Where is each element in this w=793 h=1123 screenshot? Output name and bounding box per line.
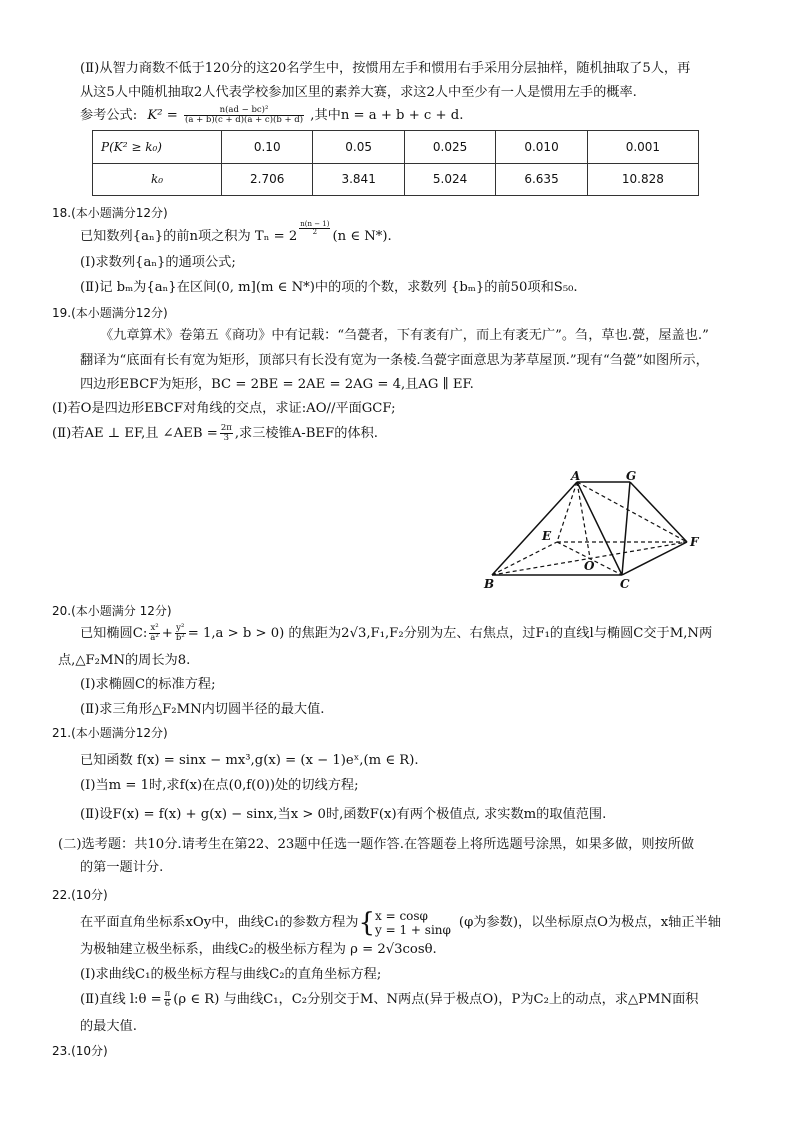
q22-param-system: [375, 909, 451, 937]
critical-value-table: [92, 130, 699, 196]
q22-line1-text: 在平面直角坐标系xOy中，曲线C₁的参数方程为: [80, 915, 359, 930]
q21-line2: (Ⅰ)当m = 1时,求f(x)在点(0,f(0))处的切线方程;: [80, 778, 359, 793]
table-cell: 6.635: [496, 163, 587, 196]
q21-heading: 21.(本小题满分12分): [52, 726, 168, 740]
table-cell: 0.10: [222, 131, 313, 164]
label-E: E: [542, 529, 552, 543]
edge-GC: [622, 482, 630, 575]
q20-x-fraction: [149, 624, 159, 643]
formula-label: 参考公式:: [80, 108, 138, 123]
q22-line2: 为极轴建立极坐标系，曲线C₂的极坐标方程为 ρ = 2√3cosθ.: [80, 942, 437, 957]
edge-AB: [492, 482, 577, 575]
q18-exp-den: 2: [312, 228, 318, 236]
q22-line4: [80, 990, 698, 1009]
label-F: F: [690, 535, 699, 549]
table-row: [93, 163, 699, 196]
q17-part2-line2: 从这5人中随机抽取2人代表学校参加区里的素养大赛，求这2人中至少有一人是惯用左手的概率.: [80, 85, 637, 100]
q22-theta-fraction: [164, 990, 172, 1009]
q20-x-num: x²: [150, 623, 159, 633]
q19-line5: [52, 424, 378, 443]
q20-line2: 点,△F₂MN的周长为8.: [58, 653, 191, 668]
formula-numerator: n(ad − bc)²: [184, 106, 304, 116]
formula-tail: ,其中n = a + b + c + d.: [310, 108, 464, 123]
q22-sys-x: x = cosφ: [375, 908, 428, 923]
label-C: C: [620, 577, 630, 591]
q18-line1-tail: (n ∈ N*).: [332, 229, 392, 244]
q21-line1: 已知函数 f(x) = sinx − mx³,g(x) = (x − 1)eˣ,(m ∈ R).: [80, 753, 419, 768]
edge-AF: [577, 482, 687, 542]
q20-plus: +: [161, 626, 173, 641]
q20-line3: (Ⅰ)求椭圆C的标准方程;: [80, 677, 216, 692]
q17-part2-line1: (Ⅱ)从智力商数不低于120分的这20名学生中，按惯用左手和惯用右手采用分层抽样，随机抽取了5人，再: [80, 61, 691, 76]
q22-line5: 的最大值.: [80, 1019, 137, 1034]
q18-line3: (Ⅱ)记 bₘ为{aₙ}在区间(0, m](m ∈ N*)中的项的个数，求数列 {bₘ}的前50项和S₅₀.: [80, 280, 578, 295]
q20-y-num: y²: [176, 623, 185, 633]
q22-line3: (Ⅰ)求曲线C₁的极坐标方程与曲线C₂的直角坐标方程;: [80, 967, 382, 982]
chumeng-geometry-figure: [482, 470, 712, 595]
table-cell: 10.828: [587, 163, 698, 196]
q23-heading: 23.(10分): [52, 1044, 108, 1058]
q20-y-fraction: [175, 624, 186, 643]
q22-line4-tail: (ρ ∈ R) 与曲线C₁，C₂分别交于M、N两点(异于极点O)，P为C₂上的动点，求△PMN面积: [173, 992, 699, 1007]
q19-heading: 19.(本小题满分12分): [52, 306, 168, 320]
q19-line1: 《九章算术》卷第五《商功》中有记载：“刍甍者，下有袤有广，而上有袤无广”。刍，草也.甍，屋盖也.”: [100, 328, 709, 343]
q18-line2: (Ⅰ)求数列{aₙ}的通项公式;: [80, 255, 236, 270]
table-row-header: P(K² ≥ k₀): [93, 131, 222, 164]
formula-fraction: [184, 106, 304, 125]
table-row: [93, 131, 699, 164]
q20-x-den: a²: [150, 633, 159, 643]
formula-denominator: (a + b)(c + d)(a + c)(b + d): [185, 115, 304, 125]
table-cell: 0.025: [404, 131, 495, 164]
q18-line1: [80, 220, 392, 246]
q22-line1: [80, 908, 721, 938]
q18-heading: 18.(本小题满分12分): [52, 206, 168, 220]
q19-line3: 四边形EBCF为矩形，BC = 2BE = 2AE = 2AG = 4,且AG ∥ EF.: [80, 377, 474, 392]
table-cell: 0.010: [496, 131, 587, 164]
q22-theta-num: π: [164, 989, 171, 999]
q18-line1-text: 已知数列{aₙ}的前n项之积为 Tₙ = 2: [80, 229, 298, 244]
label-O: O: [584, 559, 595, 573]
q19-line4: (Ⅰ)若O是四边形EBCF对角线的交点，求证:AO//平面GCF;: [52, 401, 396, 416]
label-G: G: [626, 470, 637, 483]
formula-lhs: K² =: [147, 108, 178, 123]
segment-AO: [577, 482, 590, 558]
optional-line2: 的第一题计分.: [80, 860, 164, 875]
q20-line1-text: 已知椭圆C:: [80, 626, 148, 641]
edge-AE: [557, 482, 577, 542]
optional-line1: (二)选考题：共10分.请考生在第22、23题中任选一题作答.在答题卷上将所选题号涂黑，如果多做，则按所做: [58, 837, 695, 852]
table-row-header: k₀: [93, 163, 222, 196]
edge-GF: [630, 482, 687, 542]
q19-angle-num: 2π: [220, 423, 232, 433]
table-cell: 2.706: [222, 163, 313, 196]
q19-angle-fraction: [220, 424, 233, 443]
q22-theta-den: 6: [164, 999, 171, 1009]
q20-line1-tail: = 1,a > b > 0) 的焦距为2√3,F₁,F₂分别为左、右焦点，过F₁的直线l与椭圆C交于M,N两: [187, 626, 713, 641]
table-cell: 0.05: [313, 131, 404, 164]
q19-line5-text: (Ⅱ)若AE ⊥ EF,且 ∠AEB =: [52, 426, 218, 441]
edge-BE: [492, 542, 557, 575]
q18-exp-num: n(n − 1): [300, 220, 330, 228]
q19-line5-tail: ,求三棱锥A-BEF的体积.: [234, 426, 378, 441]
q22-line4-text: (Ⅱ)直线 l:θ =: [80, 992, 162, 1007]
table-cell: 3.841: [313, 163, 404, 196]
q20-line4: (Ⅱ)求三角形△F₂MN内切圆半径的最大值.: [80, 702, 325, 717]
label-A: A: [571, 470, 581, 483]
table-cell: 5.024: [404, 163, 495, 196]
label-B: B: [484, 577, 495, 591]
q20-line1: [80, 624, 712, 643]
q22-line1-tail: (φ为参数)，以坐标原点O为极点，x轴正半轴: [458, 915, 721, 930]
q22-heading: 22.(10分): [52, 888, 108, 902]
q22-brace: {: [358, 907, 375, 938]
q19-angle-den: 3: [223, 433, 230, 443]
table-cell: 0.001: [587, 131, 698, 164]
q20-heading: 20.(本小题满分 12分): [52, 604, 172, 618]
q18-exponent: [297, 220, 332, 238]
q20-y-den: b²: [175, 633, 185, 643]
q22-sys-y: y = 1 + sinφ: [375, 922, 451, 937]
q17-formula: [80, 106, 463, 125]
q21-line3: (Ⅱ)设F(x) = f(x) + g(x) − sinx,当x > 0时,函数F(x)有两个极值点, 求实数m的取值范围.: [80, 807, 607, 822]
q19-line2: 翻译为“底面有长有宽为矩形，顶部只有长没有宽为一条棱.刍甍字面意思为茅草屋顶.”现有“刍甍”如图所示，: [80, 353, 709, 368]
